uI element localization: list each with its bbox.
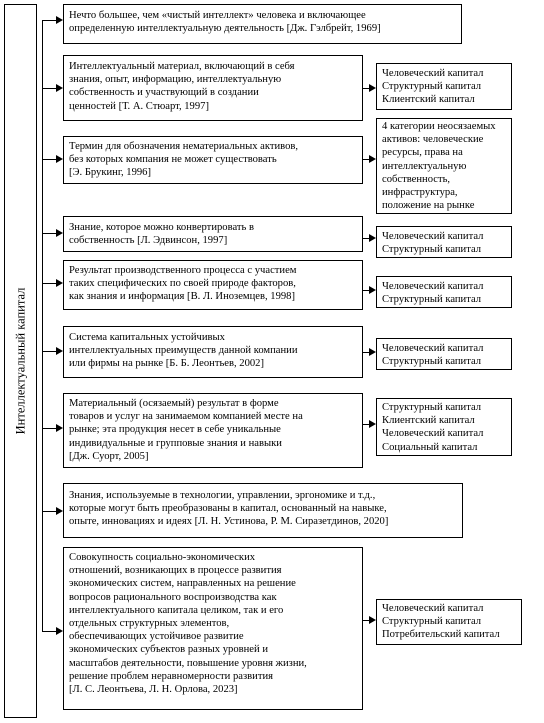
branch-line-6 bbox=[42, 351, 57, 352]
sidebar-box bbox=[4, 4, 37, 718]
components-text-9: Человеческий капитал Структурный капитал Потребительский капитал bbox=[382, 603, 500, 641]
branch-line-1 bbox=[42, 20, 57, 21]
connector-arrow-2 bbox=[369, 84, 376, 92]
branch-line-5 bbox=[42, 283, 57, 284]
branch-arrow-4 bbox=[56, 229, 63, 237]
definition-text-3: Термин для обозначения нематериальных активов, без которых компания не может существовать [Э. Брукинг, 1996] bbox=[69, 141, 299, 179]
definition-text-8: Знания, используемые в технологии, управлении, эргономике и т.д., которые могут быть преобразованы в капитал, основанный на навыке, опыте, инновациях и идеях [Л. Н. Устинова, Р. М. Сиразетдинов, 2020] bbox=[69, 490, 389, 528]
components-text-2: Человеческий капитал Структурный капитал Клиентский капитал bbox=[382, 68, 484, 106]
branch-arrow-5 bbox=[56, 279, 63, 287]
definition-text-6: Система капитальных устойчивых интеллектуальных преимуществ данной компании или фирмы на рынке [Б. Б. Леонтьев, 2002] bbox=[69, 332, 298, 370]
branch-line-3 bbox=[42, 159, 57, 160]
definition-text-4: Знание, которое можно конвертировать в собственность [Л. Эдвинсон, 1997] bbox=[69, 222, 254, 247]
connector-arrow-4 bbox=[369, 234, 376, 242]
branch-arrow-7 bbox=[56, 424, 63, 432]
definition-text-1: Нечто большее, чем «чистый интеллект» человека и включающее определенную интеллектуальную деятельность [Дж. Гэлбрейт, 1969] bbox=[69, 10, 381, 35]
branch-arrow-2 bbox=[56, 84, 63, 92]
components-text-6: Человеческий капитал Структурный капитал bbox=[382, 343, 484, 368]
components-text-4: Человеческий капитал Структурный капитал bbox=[382, 231, 484, 256]
branch-line-7 bbox=[42, 428, 57, 429]
connector-arrow-9 bbox=[369, 616, 376, 624]
sidebar-label: Интеллектуальный капитал bbox=[13, 287, 27, 435]
definition-text-2: Интеллектуальный материал, включающий в себя знания, опыт, информацию, интеллектуальную собственность и участвующий в создании ценностей [Т. А. Стюарт, 1997] bbox=[69, 61, 295, 112]
branch-line-2 bbox=[42, 88, 57, 89]
connector-arrow-3 bbox=[369, 155, 376, 163]
definition-text-7: Материальный (осязаемый) результат в форме товаров и услуг на занимаемом компанией месте на рынке; эта продукция несет в себе уникальные индивидуальные и групповые знания и навыки [Дж. Суорт, 2005] bbox=[69, 398, 303, 462]
connector-arrow-5 bbox=[369, 286, 376, 294]
branch-arrow-9 bbox=[56, 627, 63, 635]
trunk-line bbox=[42, 20, 43, 632]
branch-line-8 bbox=[42, 511, 57, 512]
definition-text-9: Совокупность социально-экономических отношений, возникающих в процессе развития экономических систем, направленных на решение вопросов рационального воспроизводства как интеллектуального капитала целиком, так и его отдельных структурных элементов, обеспечивающих устойчивое развитие экономических субъектов разных уровней и масштабов деятельности, повышение уровня жизни, решение проблем неравномерности развития [Л. С. Леонтьева, Л. Н. Орлова, 2023] bbox=[69, 552, 307, 696]
branch-arrow-3 bbox=[56, 155, 63, 163]
branch-arrow-8 bbox=[56, 507, 63, 515]
definition-text-5: Результат производственного процесса с участием таких специфических по своей природе факторов, как знания и информация [В. Л. Иноземцев, 1998] bbox=[69, 265, 297, 303]
branch-line-9 bbox=[42, 631, 57, 632]
branch-arrow-6 bbox=[56, 347, 63, 355]
components-text-7: Структурный капитал Клиентский капитал Человеческий капитал Социальный капитал bbox=[382, 402, 484, 453]
connector-arrow-6 bbox=[369, 348, 376, 356]
branch-line-4 bbox=[42, 233, 57, 234]
connector-arrow-7 bbox=[369, 420, 376, 428]
components-text-5: Человеческий капитал Структурный капитал bbox=[382, 281, 484, 306]
branch-arrow-1 bbox=[56, 16, 63, 24]
components-text-3: 4 категории неосязаемых активов: человеческие ресурсы, права на интеллектуальную собственность, инфраструктура, положение на рынке bbox=[382, 121, 496, 212]
